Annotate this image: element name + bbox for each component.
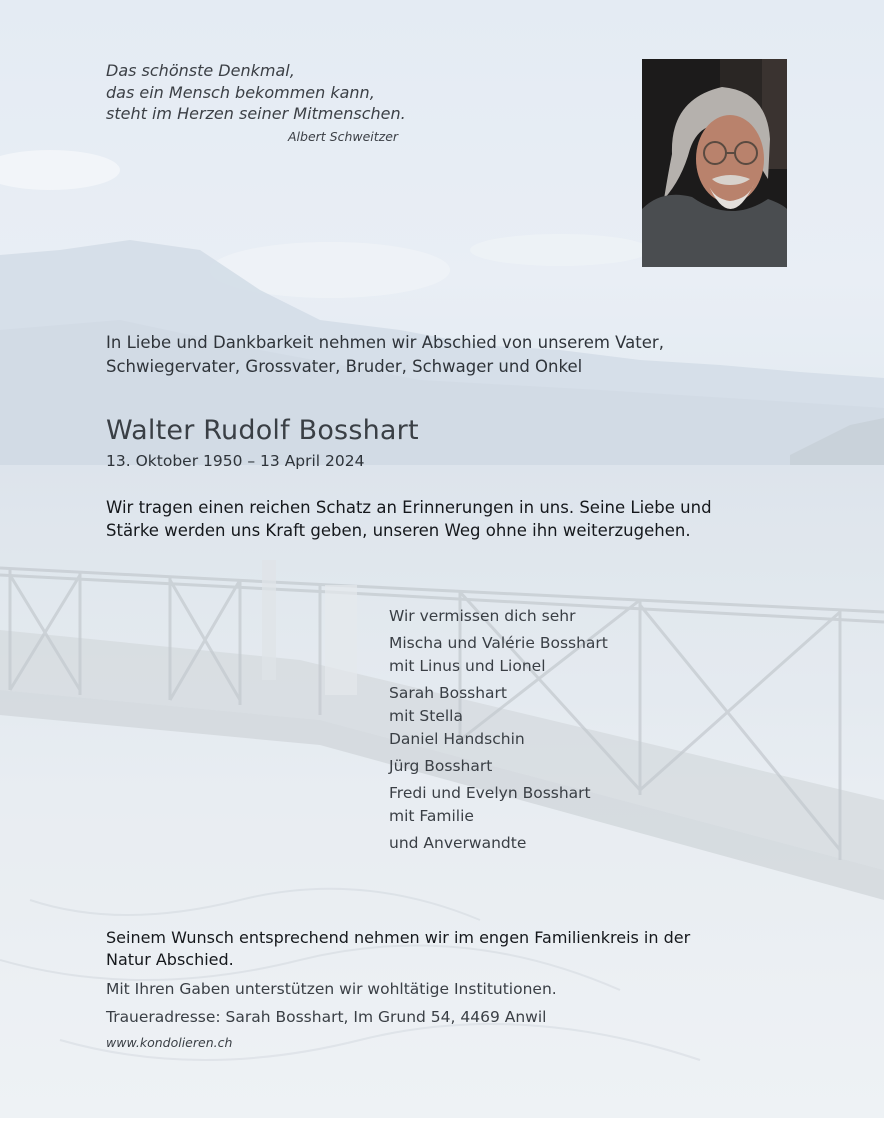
closing-notice xyxy=(106,927,826,971)
mourner-line: mit Familie xyxy=(389,807,474,825)
intro-line: In Liebe und Dankbarkeit nehmen wir Abschied von unserem Vater, xyxy=(106,333,664,352)
mourner-line: Daniel Handschin xyxy=(389,730,525,748)
quote-line: das ein Mensch bekommen kann, xyxy=(106,82,375,102)
closing-line: Natur Abschied. xyxy=(106,950,234,969)
mourner-group xyxy=(389,605,719,628)
tribute-line: Stärke werden uns Kraft geben, unseren Weg ohne ihn weiterzugehen. xyxy=(106,521,691,540)
donation-note: Mit Ihren Gaben unterstützen wir wohltätige Institutionen. xyxy=(106,980,557,998)
tribute-text xyxy=(106,496,806,542)
intro-line: Schwiegervater, Grossvater, Bruder, Schwager und Onkel xyxy=(106,357,583,376)
mourner-line: mit Linus und Lionel xyxy=(389,657,546,675)
mourner-line: und Anverwandte xyxy=(389,834,527,852)
quote-line: steht im Herzen seiner Mitmenschen. xyxy=(106,104,406,123)
farewell-intro xyxy=(106,331,806,379)
life-dates: 13. Oktober 1950 – 13 April 2024 xyxy=(106,452,365,470)
memorial-quote xyxy=(106,60,466,125)
quote-author: Albert Schweitzer xyxy=(288,129,399,144)
mourner-line: Fredi und Evelyn Bosshart xyxy=(389,784,591,802)
website-link[interactable]: www.kondolieren.ch xyxy=(106,1035,233,1050)
mourner-group xyxy=(389,755,719,778)
mourner-group xyxy=(389,832,719,855)
mourner-line: Wir vermissen dich sehr xyxy=(389,607,576,625)
deceased-name: Walter Rudolf Bosshart xyxy=(106,415,419,446)
mourner-group xyxy=(389,632,719,678)
mourner-line: mit Stella xyxy=(389,707,463,725)
mourner-group xyxy=(389,682,719,751)
mourning-address: Traueradresse: Sarah Bosshart, Im Grund 54, 4469 Anwil xyxy=(106,1008,547,1026)
mourner-line: Jürg Bosshart xyxy=(389,757,493,775)
mourners-list xyxy=(389,605,719,859)
closing-line: Seinem Wunsch entsprechend nehmen wir im engen Familienkreis in der xyxy=(106,928,691,947)
mourner-group xyxy=(389,782,719,828)
tribute-line: Wir tragen einen reichen Schatz an Erinnerungen in uns. Seine Liebe und xyxy=(106,498,712,517)
quote-line: Das schönste Denkmal, xyxy=(106,61,295,80)
portrait-photo xyxy=(642,59,787,267)
mourner-line: Sarah Bosshart xyxy=(389,684,507,702)
mourner-line: Mischa und Valérie Bosshart xyxy=(389,634,608,652)
